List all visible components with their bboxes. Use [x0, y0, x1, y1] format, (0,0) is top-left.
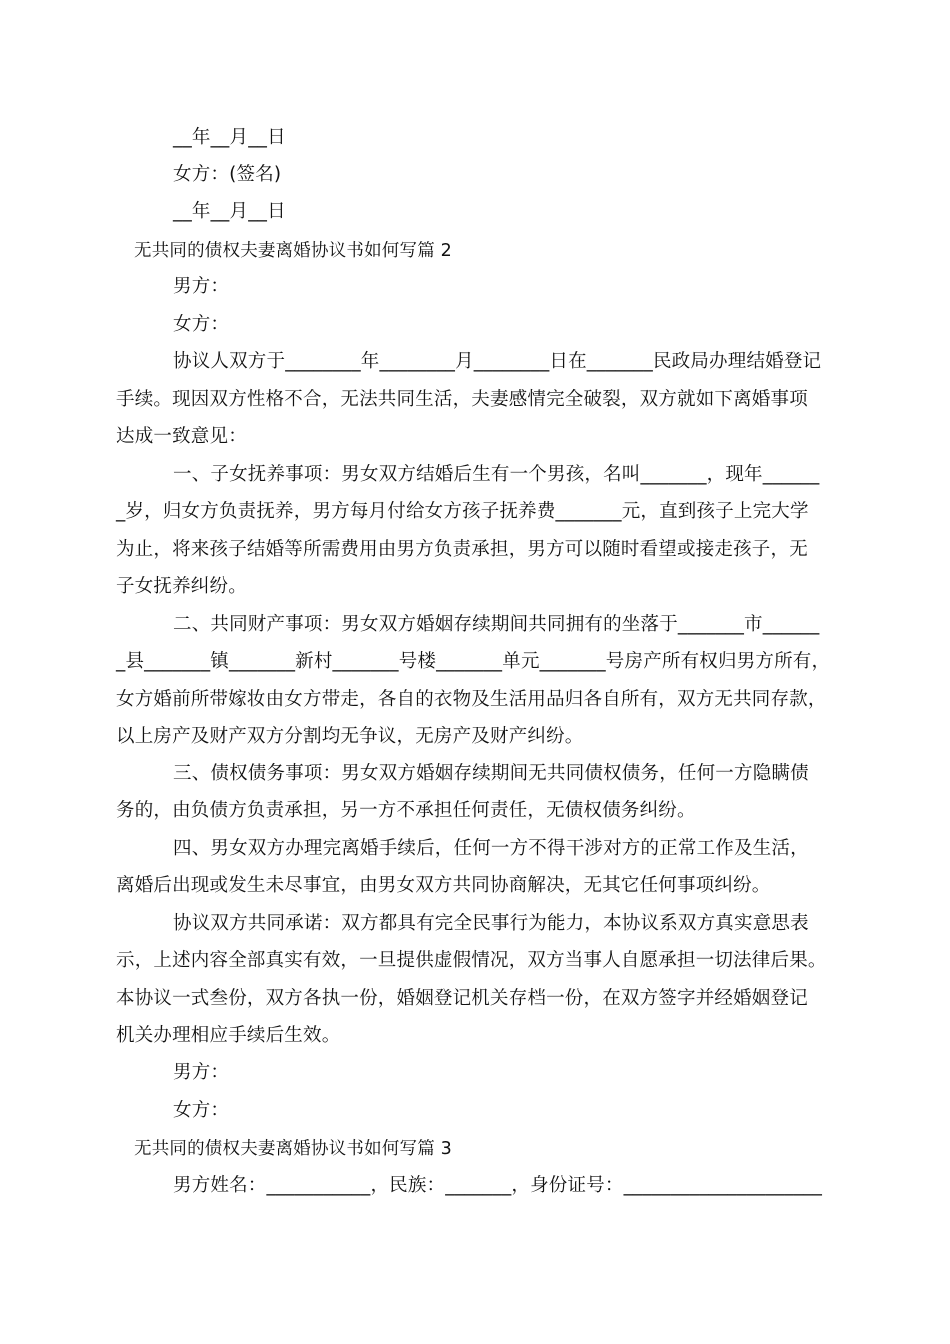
paragraph-line: 务的，由负债方负责承担，另一方不承担任何责任，无债权债务纠纷。	[116, 800, 696, 821]
paragraph-line: 手续。现因双方性格不合，无法共同生活，夫妻感情完全破裂，双方就如下离婚事项	[116, 389, 808, 410]
paragraph-line: 为止，将来孩子结婚等所需费用由男方负责承担，男方可以随时看望或接走孩子，无	[116, 539, 808, 560]
female-signature-line: 女方：(签名)	[173, 164, 282, 185]
paragraph-line: 三、债权债务事项：男女双方婚姻存续期间无共同债权债务，任何一方隐瞒债	[173, 763, 809, 784]
paragraph-line: _岁，归女方负责抚养，男方每月付给女方孩子抚养费_______元，直到孩子上完大学	[116, 501, 809, 522]
paragraph-line: 女方婚前所带嫁妆由女方带走，各自的衣物及生活用品归各自所有，双方无共同存款，	[116, 689, 827, 710]
male-party-line: 男方：	[173, 276, 230, 297]
signature-date-line: __年__月__日	[173, 201, 286, 222]
section-heading: 无共同的债权夫妻离婚协议书如何写篇 3	[134, 1139, 452, 1159]
paragraph-line: 离婚后出现或发生未尽事宜，由男女双方共同协商解决，无其它任何事项纠纷。	[116, 875, 771, 896]
paragraph-line: 达成一致意见：	[116, 426, 247, 447]
female-party-line: 女方：	[173, 1100, 230, 1121]
paragraph-line: 协议双方共同承诺：双方都具有完全民事行为能力，本协议系双方真实意思表	[173, 913, 809, 934]
paragraph-line: 子女抚养纠纷。	[116, 576, 247, 597]
female-party-line: 女方：	[173, 314, 230, 335]
signature-date-line: __年__月__日	[173, 127, 286, 148]
paragraph-line: 本协议一式叁份，双方各执一份，婚姻登记机关存档一份，在双方签字并经婚姻登记	[116, 988, 808, 1009]
paragraph-line: 以上房产及财产双方分割均无争议，无房产及财产纠纷。	[116, 726, 584, 747]
male-party-line: 男方：	[173, 1062, 230, 1083]
paragraph-line: 四、男女双方办理完离婚手续后，任何一方不得干涉对方的正常工作及生活，	[173, 838, 809, 859]
paragraph-line: 一、子女抚养事项：男女双方结婚后生有一个男孩，名叫_______，现年______	[173, 464, 820, 485]
paragraph-line: 机关办理相应手续后生效。	[116, 1025, 341, 1046]
paragraph-line: 示，上述内容全部真实有效，一旦提供虚假情况，双方当事人自愿承担一切法律后果。	[116, 950, 827, 971]
male-info-line: 男方姓名：___________，民族：_______，身份证号：_____________________	[173, 1175, 823, 1196]
paragraph-line: 二、共同财产事项：男女双方婚姻存续期间共同拥有的坐落于_______市______	[173, 614, 820, 635]
paragraph-line: 协议人双方于________年________月________日在_______民政局办理结婚登记	[173, 351, 822, 372]
paragraph-line: _县_______镇_______新村_______号楼_______单元_______号房产所有权归男方所有，	[116, 651, 831, 672]
section-heading: 无共同的债权夫妻离婚协议书如何写篇 2	[134, 241, 452, 261]
